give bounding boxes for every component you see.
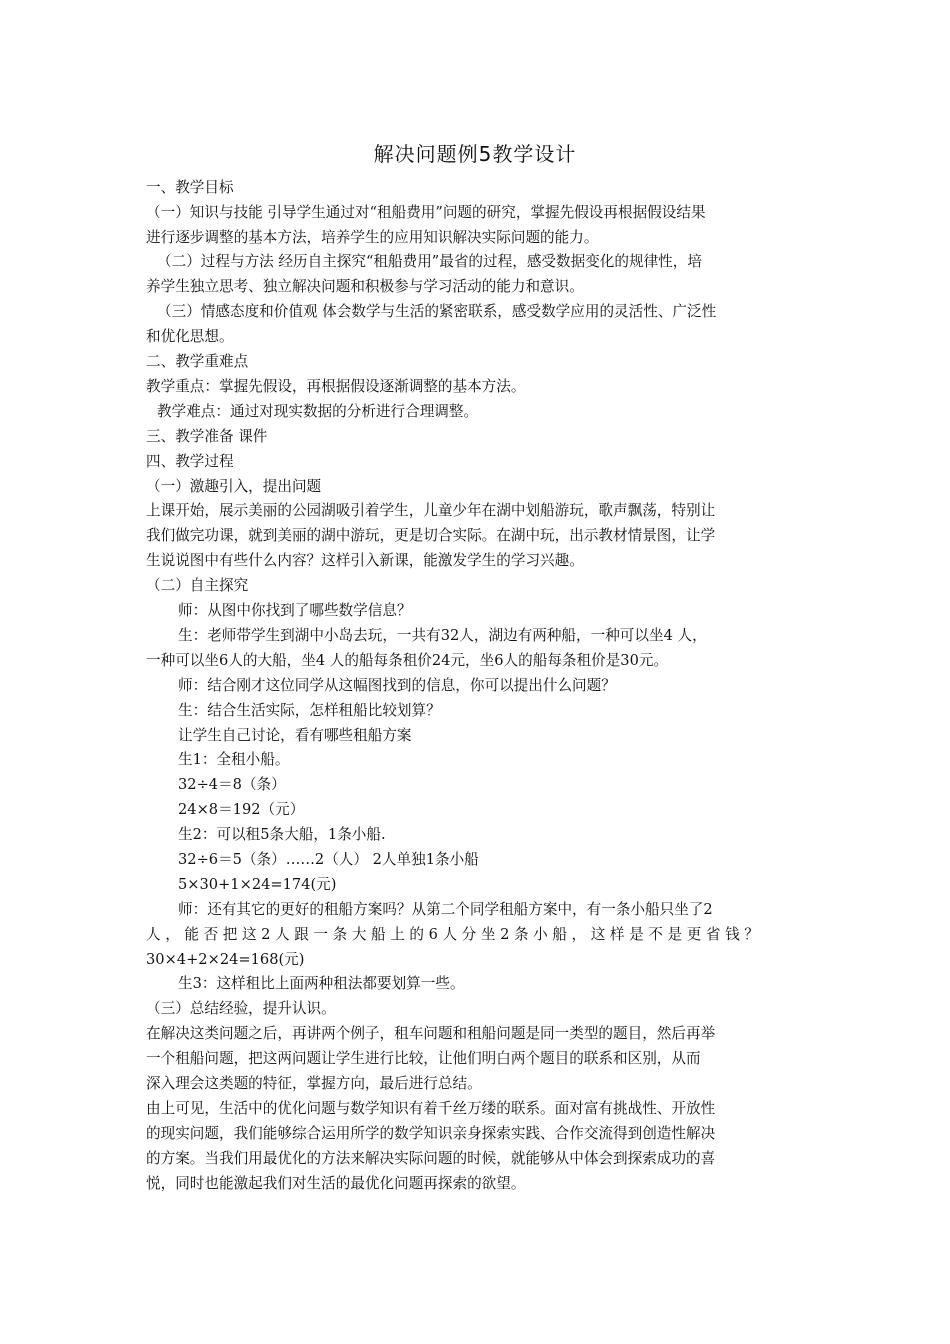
paragraph-line: 一个租船问题，把这两问题让学生进行比较，让他们明白两个题目的联系和区别，从而: [146, 1050, 701, 1067]
equation-line: 30×4+2×24=168(元): [146, 951, 305, 968]
subsection-heading: （二）自主探究: [146, 577, 249, 594]
section-heading-process: 四、教学过程: [146, 453, 234, 470]
equation-line: 32÷6＝5（条）……2（人） 2人单独1条小船: [178, 851, 479, 868]
paragraph-line: 教学重点：掌握先假设，再根据假设逐渐调整的基本方法。: [146, 378, 526, 395]
paragraph-line: 生说说图中有些什么内容？这样引入新课，能激发学生的学习兴趣。: [146, 552, 584, 569]
paragraph-line: 上课开始，展示美丽的公园湖吸引着学生，儿童少年在湖中划船游玩，歌声飘荡，特别让: [146, 502, 716, 519]
dialogue-line: 师：结合刚才这位同学从这幅图找到的信息，你可以提出什么问题？: [178, 677, 616, 694]
dialogue-line: 让学生自己讨论，看有哪些租船方案: [178, 727, 412, 744]
subsection-heading: （一）激趣引入，提出问题: [146, 478, 322, 495]
dialogue-line: 生：结合生活实际，怎样租船比较划算？: [178, 702, 441, 719]
paragraph-line: 由上可见，生活中的优化问题与数学知识有着千丝万缕的联系。面对富有挑战性、开放性: [146, 1100, 716, 1117]
paragraph-line: 深入理会这类题的特征，掌握方向，最后进行总结。: [146, 1075, 482, 1092]
paragraph-line: 悦，同时也能激起我们对生活的最优化问题再探索的欲望。: [146, 1175, 526, 1192]
dialogue-line: 师：还有其它的更好的租船方案吗？从第二个同学租船方案中，有一条小船只坐了2: [178, 901, 713, 918]
paragraph-line: 我们做完功课，就到美丽的湖中游玩，更是切合实际。在湖中玩，出示教材情景图，让学: [146, 527, 716, 544]
section-heading-objectives: 一、教学目标: [146, 179, 234, 196]
paragraph-line: （三）情感态度和价值观 体会数学与生活的紧密联系，感受数学应用的灵活性、广泛性: [157, 303, 717, 320]
dialogue-line: 一种可以坐6人的大船，坐4 人的船每条租价24元，坐6人的船每条租价是30元。: [146, 652, 669, 669]
paragraph-line: （二）过程与方法 经历自主探究“租船费用”最省的过程，感受数据变化的规律性，培: [157, 253, 702, 270]
dialogue-line: 生1：全租小船。: [178, 751, 290, 768]
paragraph-line: （一）知识与技能 引导学生通过对“租船费用”问题的研究，掌握先假设再根据假设结果: [146, 204, 706, 221]
paragraph-line: 的现实问题，我们能够综合运用所学的数学知识亲身探索实践、合作交流得到创造性解决: [146, 1125, 716, 1142]
paragraph-line: 养学生独立思考、独立解决问题和积极参与学习活动的能力和意识。: [146, 278, 584, 295]
dialogue-line: 生：老师带学生到湖中小岛去玩，一共有32人，湖边有两种船，一种可以坐4 人，: [178, 627, 707, 644]
paragraph-line: 在解决这类问题之后，再讲两个例子，租车问题和租船问题是同一类型的题目，然后再举: [146, 1025, 716, 1042]
dialogue-line: 生3：这样租比上面两种租法都要划算一些。: [178, 975, 465, 992]
paragraph-line: 教学难点：通过对现实数据的分析进行合理调整。: [157, 403, 479, 420]
section-heading-key-points: 二、教学重难点: [146, 353, 249, 370]
dialogue-line: 生2：可以租5条大船，1条小船.: [178, 826, 386, 843]
dialogue-line: 人，能否把这2人跟一条大船上的6人分坐2条小船，这样是不是更省钱？: [146, 926, 764, 943]
equation-line: 24×8＝192（元）: [178, 801, 305, 818]
section-heading-preparation: 三、教学准备 课件: [146, 428, 268, 445]
document-title: 解决问题例5教学设计: [373, 142, 577, 166]
dialogue-line: 师：从图中你找到了哪些数学信息？: [178, 602, 412, 619]
subsection-heading: （三）总结经验，提升认识。: [146, 1000, 336, 1017]
paragraph-line: 的方案。当我们用最优化的方法来解决实际问题的时候，就能够从中体会到探索成功的喜: [146, 1150, 716, 1167]
equation-line: 32÷4＝8（条）: [178, 776, 286, 793]
paragraph-line: 和优化思想。: [146, 328, 234, 345]
equation-line: 5×30+1×24=174(元): [178, 876, 337, 893]
paragraph-line: 进行逐步调整的基本方法，培养学生的应用知识解决实际问题的能力。: [146, 229, 599, 246]
